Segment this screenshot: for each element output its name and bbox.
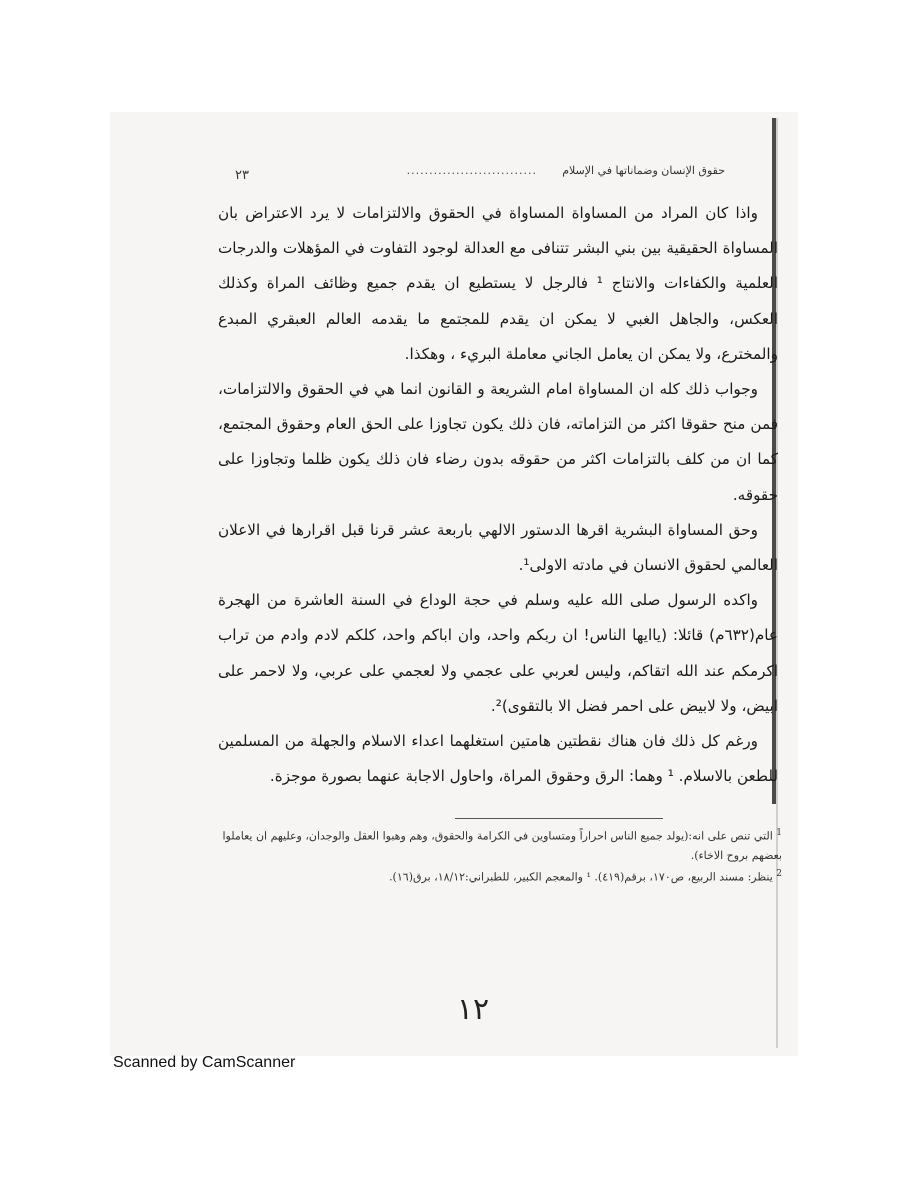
footnote-marker: 2	[776, 868, 782, 879]
running-header	[205, 164, 725, 186]
footnote-text: التي تنص على انه:(يولد جميع الناس احراراً ومتساوين في الكرامة والحقوق، وهم وهبوا العقل والوجدان، وعليهم ان يعاملوا بعضهم بروح الاخاء).	[222, 829, 782, 862]
scanner-watermark: Scanned by CamScanner	[113, 1054, 296, 1071]
header-title: حقوق الإنسان وضماناتها في الإسلام	[562, 164, 725, 177]
header-leader-dots: .............................	[406, 164, 537, 177]
header-page-number: ٢٣	[235, 168, 249, 183]
footnote-marker: 1	[776, 828, 782, 838]
paragraph-3: وحق المساواة البشرية اقرها الدستور الالهي باربعة عشر قرنا قبل اقرارها في الاعلان العالمي لحقوق الانسان في مادته الاولى¹.	[218, 520, 778, 575]
paragraph-5: ورغم كل ذلك فان هناك نقطتين هامتين استغلهما اعداء الاسلام والجهلة من المسلمين للطعن بالاسلام. ¹ وهما: الرق وحقوق المراة، واحاول الاجابة عنهما بصورة موجزة.	[218, 732, 778, 786]
paragraph-4: واكده الرسول صلى الله عليه وسلم في حجة الوداع في السنة العاشرة من الهجرة عام(٦٣٢م) قائلا: (ياايها الناس! ان ربكم واحد، وان اباكم واحد، كلكم لادم وادم من تراب اكرمكم عند الله اتقاكم، وليس لعربي على عجمي ولا لعجمي على عربي، ولا لاحمر على ابيض، ولا لابيض على احمر فضل الا بالتقوى)².	[218, 591, 778, 715]
paragraph-2: وجواب ذلك كله ان المساواة امام الشريعة و القانون انما هي في الحقوق والالتزامات، فمن منح حقوقا اكثر من التزاماته، فان ذلك يكون تجاوزا على الحق العام وحقوق المجتمع، كما ان من كلف بالتزامات اكثر من حقوقه بدون رضاء فان ذلك يكون ظلما وتجاوزا على حقوقه.	[218, 380, 778, 504]
paragraph-1: واذا كان المراد من المساواة المساواة في الحقوق والالتزامات لا يرد الاعتراض بان المساواة الحقيقية بين بني البشر تتنافى مع العدالة لوجود التفاوت في المؤهلات والدرجات العلمية والكفاءات والانتاج ¹ فالرجل لا يستطيع ان يقدم جميع وظائف المراة وكذلك العكس، والجاهل الغبي لا يمكن ان يقدم للمجتمع ما يقدمه العالم العبقري المبدع والمخترع، ولا يمكن ان يعامل الجاني معاملة البريء ، وهكذا.	[218, 204, 778, 363]
footnote-text: ينظر: مسند الربيع، ص١٧٠، برقم(٤١٩). ¹ والمعجم الكبير، للطبراني:١٨/١٢، برق(١٦).	[389, 870, 773, 884]
footnote-2	[222, 865, 782, 887]
footnote-1	[222, 824, 782, 865]
body-text	[218, 196, 778, 794]
handwritten-page-number: ١٢	[456, 992, 490, 1027]
footnote-rule	[455, 818, 663, 819]
footnotes	[222, 824, 782, 886]
